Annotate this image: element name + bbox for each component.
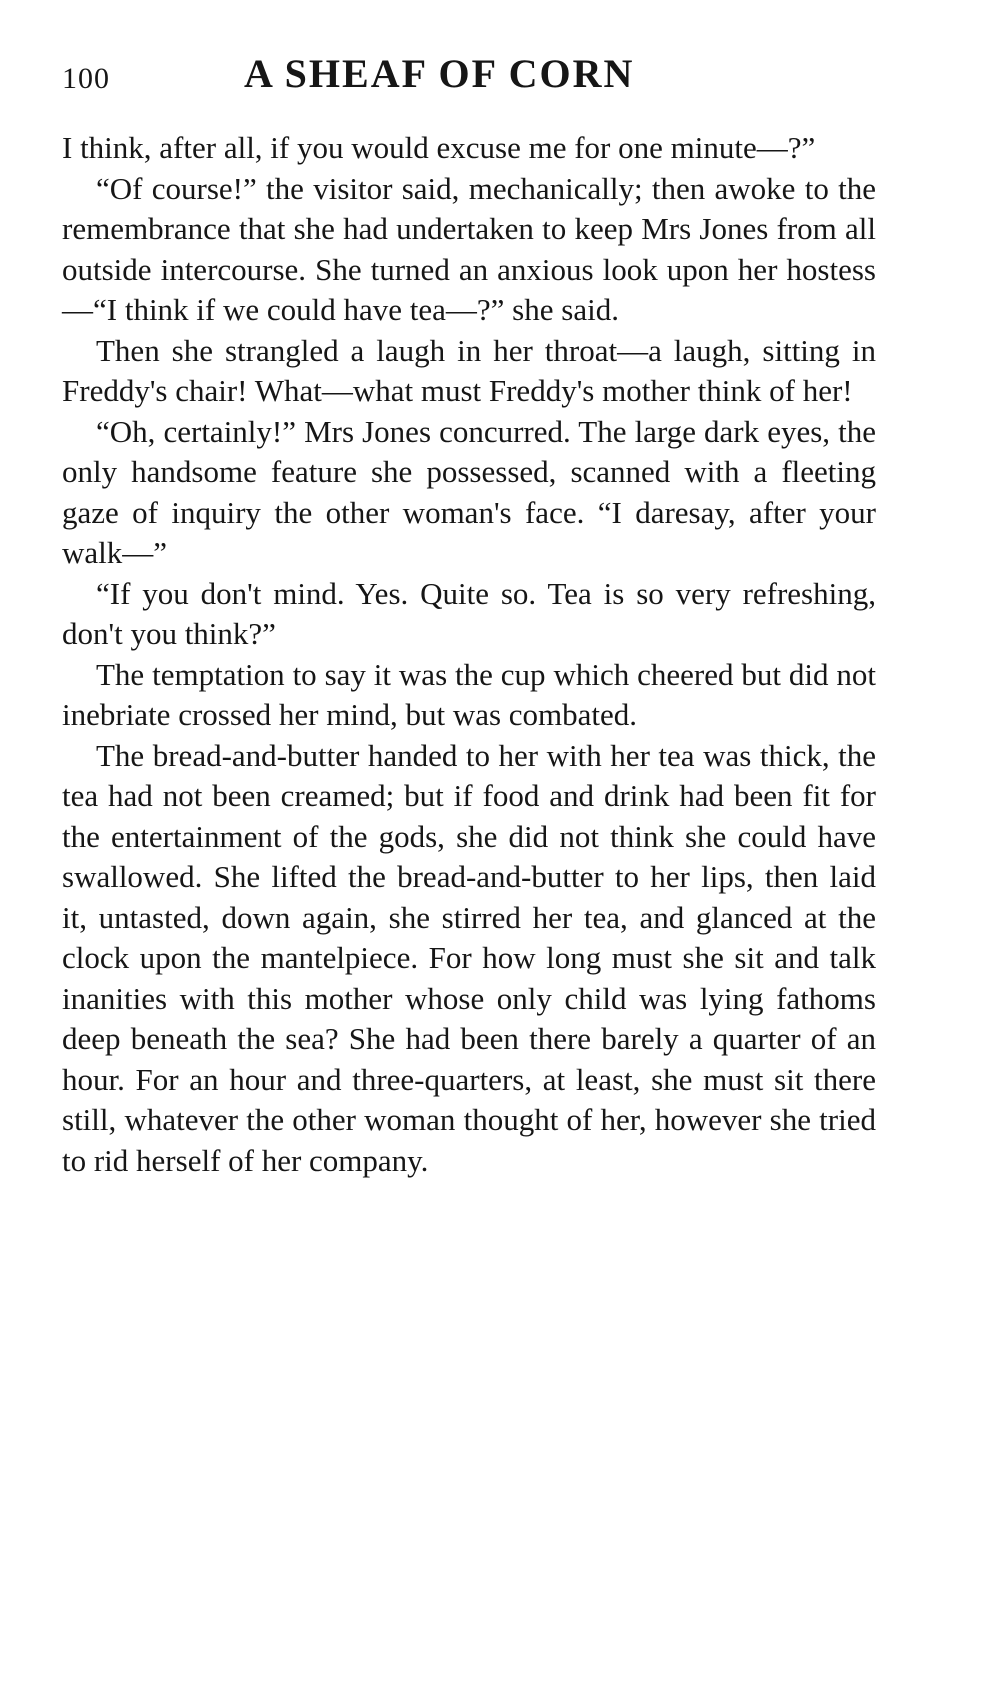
paragraph: “If you don't mind. Yes. Quite so. Tea is so very refreshing, don't you think?” <box>62 575 876 651</box>
paragraph: The temptation to say it was the cup which cheered but did not inebriate crossed her mind, but was combated. <box>62 656 876 732</box>
paragraph: “Oh, certainly!” Mrs Jones concurred. The large dark eyes, the only handsome feature she possessed, scanned with a fleeting gaze of inquiry the other woman's face. “I daresay, after your walk—” <box>62 413 876 570</box>
paragraph: “Of course!” the visitor said, mechanically; then awoke to the remembrance that she had undertaken to keep Mrs Jones from all outside intercourse. She turned an anxious look upon her hostess—“I think if we could have tea—?” she said. <box>62 170 876 327</box>
book-title: A SHEAF OF CORN <box>244 51 635 96</box>
page-number: 100 <box>62 62 110 95</box>
paragraph-continuation: I think, after all, if you would excuse me for one minute—?” <box>62 130 816 165</box>
page-body <box>62 128 876 1181</box>
paragraph: The bread-and-butter handed to her with her tea was thick, the tea had not been creamed; but if food and drink had been fit for the entertainment of the gods, she did not think she could have swallowed. She lifted the bread-and-butter to her lips, then laid it, untasted, down again, she stirred her tea, and glanced at the clock upon the mantelpiece. For how long must she sit and talk inanities with this mother whose only child was lying fathoms deep beneath the sea? She had been there barely a quarter of an hour. For an hour and three-quarters, at least, she must sit there still, whatever the other woman thought of her, however she tried to rid herself of her company. <box>62 737 876 1178</box>
running-header <box>62 50 876 120</box>
paragraph: Then she strangled a laugh in her throat—a laugh, sitting in Freddy's chair! What—what must Freddy's mother think of her! <box>62 332 876 408</box>
